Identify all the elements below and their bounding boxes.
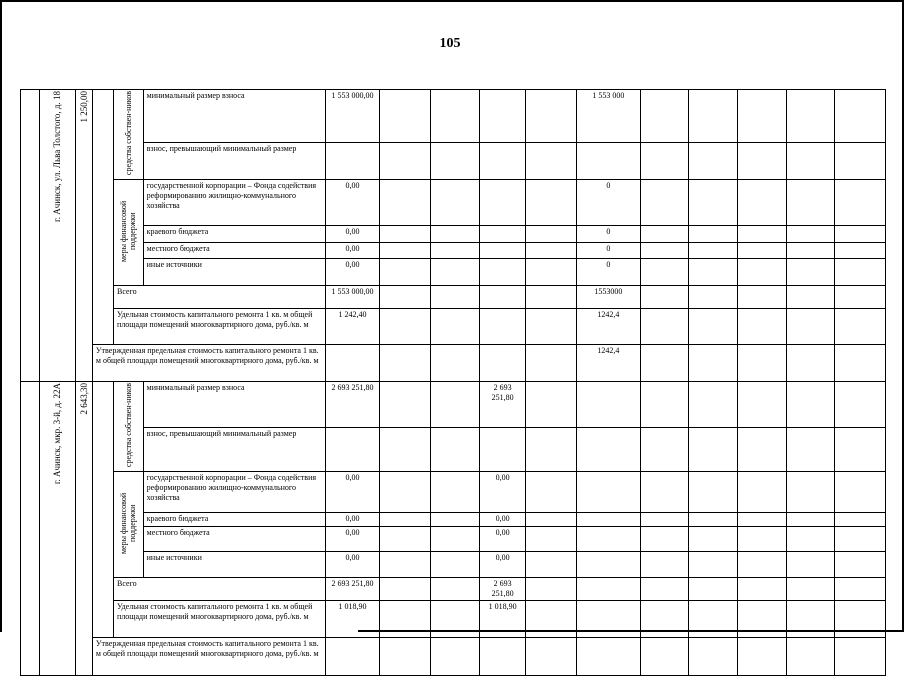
empty-cell	[640, 226, 689, 243]
table-row	[21, 512, 886, 527]
empty-cell	[380, 601, 431, 638]
empty-cell	[689, 512, 738, 527]
empty-cell	[835, 512, 886, 527]
value-cell: 0,00	[479, 512, 526, 527]
value-cell	[325, 428, 380, 472]
value-cell	[479, 428, 526, 472]
empty-cell	[380, 286, 431, 309]
empty-cell	[786, 226, 835, 243]
value-cell	[431, 259, 480, 286]
empty-cell	[689, 226, 738, 243]
empty-cell	[92, 382, 113, 638]
value-cell	[577, 428, 640, 472]
value-cell	[577, 143, 640, 180]
total-cell: 2 693 251,80	[325, 578, 380, 601]
value-cell	[431, 226, 480, 243]
table-row	[21, 242, 886, 259]
empty-cell	[835, 90, 886, 143]
row-label: Утвержденная предельная стоимость капитального ремонта 1 кв. м общей площади помещений многоквартирного дома, руб./кв. м	[92, 345, 325, 382]
value-cell: 0,00	[325, 242, 380, 259]
empty-cell	[380, 552, 431, 578]
value-cell: 0,00	[479, 472, 526, 513]
empty-cell	[737, 601, 786, 638]
empty-cell	[380, 226, 431, 243]
empty-cell	[835, 527, 886, 552]
empty-cell	[835, 180, 886, 226]
empty-cell	[640, 601, 689, 638]
empty-cell	[689, 601, 738, 638]
empty-cell	[737, 472, 786, 513]
value-cell	[431, 180, 480, 226]
empty-cell	[835, 259, 886, 286]
table-row	[21, 309, 886, 345]
empty-cell	[380, 143, 431, 180]
value-cell	[479, 286, 526, 309]
empty-cell	[380, 638, 431, 676]
empty-cell	[380, 428, 431, 472]
total-cell: 1 553 000,00	[325, 286, 380, 309]
value-cell	[577, 552, 640, 578]
empty-cell	[737, 345, 786, 382]
value-cell	[577, 382, 640, 428]
empty-cell	[835, 309, 886, 345]
total-cell: 1553000	[577, 286, 640, 309]
empty-cell	[21, 90, 40, 382]
empty-cell	[640, 552, 689, 578]
empty-cell	[835, 552, 886, 578]
table-row	[21, 382, 886, 428]
empty-cell	[737, 382, 786, 428]
empty-cell	[640, 578, 689, 601]
row-label: иные источники	[143, 259, 325, 286]
table-row	[21, 226, 886, 243]
value-cell	[479, 309, 526, 345]
owners-group-cell: средства собствен-ников	[114, 382, 144, 472]
empty-cell	[380, 90, 431, 143]
value-cell	[479, 226, 526, 243]
value-cell	[479, 143, 526, 180]
empty-cell	[689, 309, 738, 345]
table-row	[21, 527, 886, 552]
value-cell	[431, 578, 480, 601]
empty-cell	[640, 472, 689, 513]
table-row	[21, 601, 886, 638]
address-cell: г. Ачинск, мкр. 3-й, д. 22А	[40, 382, 76, 676]
empty-cell	[526, 226, 577, 243]
value-cell: 1 553 000	[577, 90, 640, 143]
table-row	[21, 472, 886, 513]
table-row	[21, 143, 886, 180]
value-cell	[577, 512, 640, 527]
value-cell: 0,00	[325, 527, 380, 552]
row-label: Удельная стоимость капитального ремонта 1 кв. м общей площади помещений многоквартирного дома, руб./кв. м	[114, 309, 325, 345]
row-label: Всего	[114, 286, 325, 309]
empty-cell	[526, 512, 577, 527]
empty-cell	[786, 638, 835, 676]
empty-cell	[786, 242, 835, 259]
empty-cell	[526, 242, 577, 259]
page-number: 105	[439, 36, 461, 51]
value-cell: 0	[577, 226, 640, 243]
empty-cell	[835, 345, 886, 382]
empty-cell	[786, 382, 835, 428]
empty-cell	[737, 286, 786, 309]
value-cell: 0,00	[325, 226, 380, 243]
empty-cell	[640, 512, 689, 527]
empty-cell	[526, 259, 577, 286]
empty-cell	[786, 143, 835, 180]
value-cell: 0,00	[325, 512, 380, 527]
table-row	[21, 552, 886, 578]
empty-cell	[380, 345, 431, 382]
empty-cell	[737, 180, 786, 226]
page-border-top	[0, 0, 904, 2]
empty-cell	[835, 428, 886, 472]
value-cell: 0	[577, 242, 640, 259]
value-cell: 2 693 251,80	[479, 382, 526, 428]
empty-cell	[640, 286, 689, 309]
empty-cell	[380, 180, 431, 226]
empty-cell	[689, 638, 738, 676]
value-cell	[431, 90, 480, 143]
empty-cell	[380, 512, 431, 527]
value-cell	[431, 428, 480, 472]
finance-table	[20, 89, 886, 676]
value-cell: 0,00	[325, 552, 380, 578]
value-cell: 0	[577, 180, 640, 226]
row-label: краевого бюджета	[143, 226, 325, 243]
empty-cell	[526, 143, 577, 180]
empty-cell	[380, 472, 431, 513]
empty-cell	[380, 382, 431, 428]
empty-cell	[640, 309, 689, 345]
support-group-cell: меры финансовой поддержки	[114, 180, 144, 286]
value-cell	[577, 527, 640, 552]
value-cell	[431, 601, 480, 638]
value-cell: 0,00	[325, 180, 380, 226]
empty-cell	[640, 242, 689, 259]
empty-cell	[737, 259, 786, 286]
table-row	[21, 90, 886, 143]
empty-cell	[92, 90, 113, 345]
empty-cell	[689, 552, 738, 578]
empty-cell	[786, 512, 835, 527]
value-cell	[431, 512, 480, 527]
row-label: минимальный размер взноса	[143, 382, 325, 428]
empty-cell	[737, 428, 786, 472]
empty-cell	[737, 242, 786, 259]
empty-cell	[526, 90, 577, 143]
empty-cell	[689, 143, 738, 180]
value-cell: 1 018,90	[325, 601, 380, 638]
empty-cell	[689, 180, 738, 226]
empty-cell	[640, 428, 689, 472]
empty-cell	[640, 180, 689, 226]
empty-cell	[786, 472, 835, 513]
table-row	[21, 638, 886, 676]
empty-cell	[380, 309, 431, 345]
empty-cell	[835, 638, 886, 676]
empty-cell	[526, 428, 577, 472]
empty-cell	[737, 90, 786, 143]
empty-cell	[737, 226, 786, 243]
value-cell: 1242,4	[577, 345, 640, 382]
table-row	[21, 286, 886, 309]
value-cell	[479, 242, 526, 259]
value-cell	[325, 638, 380, 676]
row-label: государственной корпорации – Фонда содействия реформированию жилищно-коммунального хозяйства	[143, 472, 325, 513]
empty-cell	[737, 512, 786, 527]
empty-cell	[526, 578, 577, 601]
table-row	[21, 428, 886, 472]
empty-cell	[380, 527, 431, 552]
empty-cell	[737, 638, 786, 676]
empty-cell	[640, 527, 689, 552]
empty-cell	[835, 242, 886, 259]
empty-cell	[689, 472, 738, 513]
value-cell	[431, 527, 480, 552]
value-cell	[431, 242, 480, 259]
support-group-cell: меры финансовой поддержки	[114, 472, 144, 578]
value-cell	[479, 345, 526, 382]
value-cell	[479, 259, 526, 286]
empty-cell	[689, 286, 738, 309]
value-cell	[577, 578, 640, 601]
address-cell: г. Ачинск, ул. Льва Толстого, д. 18	[40, 90, 76, 382]
value-cell: 1 018,90	[479, 601, 526, 638]
empty-cell	[786, 90, 835, 143]
empty-cell	[737, 552, 786, 578]
row-label: государственной корпорации – Фонда содействия реформированию жилищно-коммунального хозяйства	[143, 180, 325, 226]
value-cell	[325, 345, 380, 382]
total-cell: 2 693 251,80	[479, 578, 526, 601]
empty-cell	[835, 143, 886, 180]
row-label: иные источники	[143, 552, 325, 578]
empty-cell	[689, 242, 738, 259]
value-cell: 1242,4	[577, 309, 640, 345]
empty-cell	[640, 345, 689, 382]
empty-cell	[526, 601, 577, 638]
value-cell	[431, 345, 480, 382]
value-cell	[479, 638, 526, 676]
value-cell	[479, 90, 526, 143]
empty-cell	[640, 143, 689, 180]
value-cell: 0,00	[325, 472, 380, 513]
row-label: взнос, превышающий минимальный размер	[143, 143, 325, 180]
empty-cell	[640, 259, 689, 286]
value-cell	[325, 143, 380, 180]
value-cell	[431, 552, 480, 578]
empty-cell	[689, 90, 738, 143]
empty-cell	[380, 259, 431, 286]
value-cell: 1 553 000,00	[325, 90, 380, 143]
empty-cell	[786, 286, 835, 309]
value-cell	[431, 638, 480, 676]
empty-cell	[835, 286, 886, 309]
table-row	[21, 259, 886, 286]
row-label: краевого бюджета	[143, 512, 325, 527]
row-label: взнос, превышающий минимальный размер	[143, 428, 325, 472]
empty-cell	[737, 309, 786, 345]
empty-cell	[786, 259, 835, 286]
empty-cell	[835, 382, 886, 428]
page-border-left	[0, 0, 2, 632]
empty-cell	[689, 345, 738, 382]
empty-cell	[380, 242, 431, 259]
row-label: минимальный размер взноса	[143, 90, 325, 143]
value-cell: 0,00	[325, 259, 380, 286]
empty-cell	[526, 472, 577, 513]
empty-cell	[380, 578, 431, 601]
empty-cell	[786, 345, 835, 382]
empty-cell	[689, 259, 738, 286]
empty-cell	[526, 309, 577, 345]
value-cell	[479, 180, 526, 226]
row-label: местного бюджета	[143, 527, 325, 552]
empty-cell	[640, 638, 689, 676]
empty-cell	[786, 309, 835, 345]
table-row	[21, 180, 886, 226]
row-label: Удельная стоимость капитального ремонта 1 кв. м общей площади помещений многоквартирного дома, руб./кв. м	[114, 601, 325, 638]
value-cell	[431, 472, 480, 513]
empty-cell	[689, 527, 738, 552]
value-cell	[431, 309, 480, 345]
area-cell: 1 250,00	[75, 90, 92, 382]
row-label: Утвержденная предельная стоимость капитального ремонта 1 кв. м общей площади помещений многоквартирного дома, руб./кв. м	[92, 638, 325, 676]
empty-cell	[526, 286, 577, 309]
empty-cell	[786, 601, 835, 638]
table-row	[21, 578, 886, 601]
empty-cell	[786, 527, 835, 552]
empty-cell	[786, 552, 835, 578]
empty-cell	[786, 180, 835, 226]
row-label: местного бюджета	[143, 242, 325, 259]
value-cell	[431, 286, 480, 309]
table-row	[21, 345, 886, 382]
empty-cell	[526, 527, 577, 552]
value-cell	[431, 382, 480, 428]
area-cell: 2 643,30	[75, 382, 92, 676]
value-cell: 1 242,40	[325, 309, 380, 345]
empty-cell	[689, 382, 738, 428]
value-cell: 0,00	[479, 527, 526, 552]
empty-cell	[835, 226, 886, 243]
value-cell: 0	[577, 259, 640, 286]
empty-cell	[526, 345, 577, 382]
empty-cell	[835, 578, 886, 601]
empty-cell	[526, 552, 577, 578]
empty-cell	[737, 527, 786, 552]
owners-group-cell: средства собствен-ников	[114, 90, 144, 180]
empty-cell	[526, 382, 577, 428]
value-cell: 2 693 251,80	[325, 382, 380, 428]
empty-cell	[689, 578, 738, 601]
empty-cell	[689, 428, 738, 472]
empty-cell	[835, 472, 886, 513]
empty-cell	[737, 578, 786, 601]
empty-cell	[526, 638, 577, 676]
empty-cell	[786, 578, 835, 601]
empty-cell	[526, 180, 577, 226]
value-cell	[577, 601, 640, 638]
value-cell	[577, 472, 640, 513]
empty-cell	[640, 382, 689, 428]
empty-cell	[835, 601, 886, 638]
value-cell	[577, 638, 640, 676]
value-cell	[431, 143, 480, 180]
empty-cell	[737, 143, 786, 180]
value-cell: 0,00	[479, 552, 526, 578]
empty-cell	[786, 428, 835, 472]
empty-cell	[640, 90, 689, 143]
row-label: Всего	[114, 578, 325, 601]
